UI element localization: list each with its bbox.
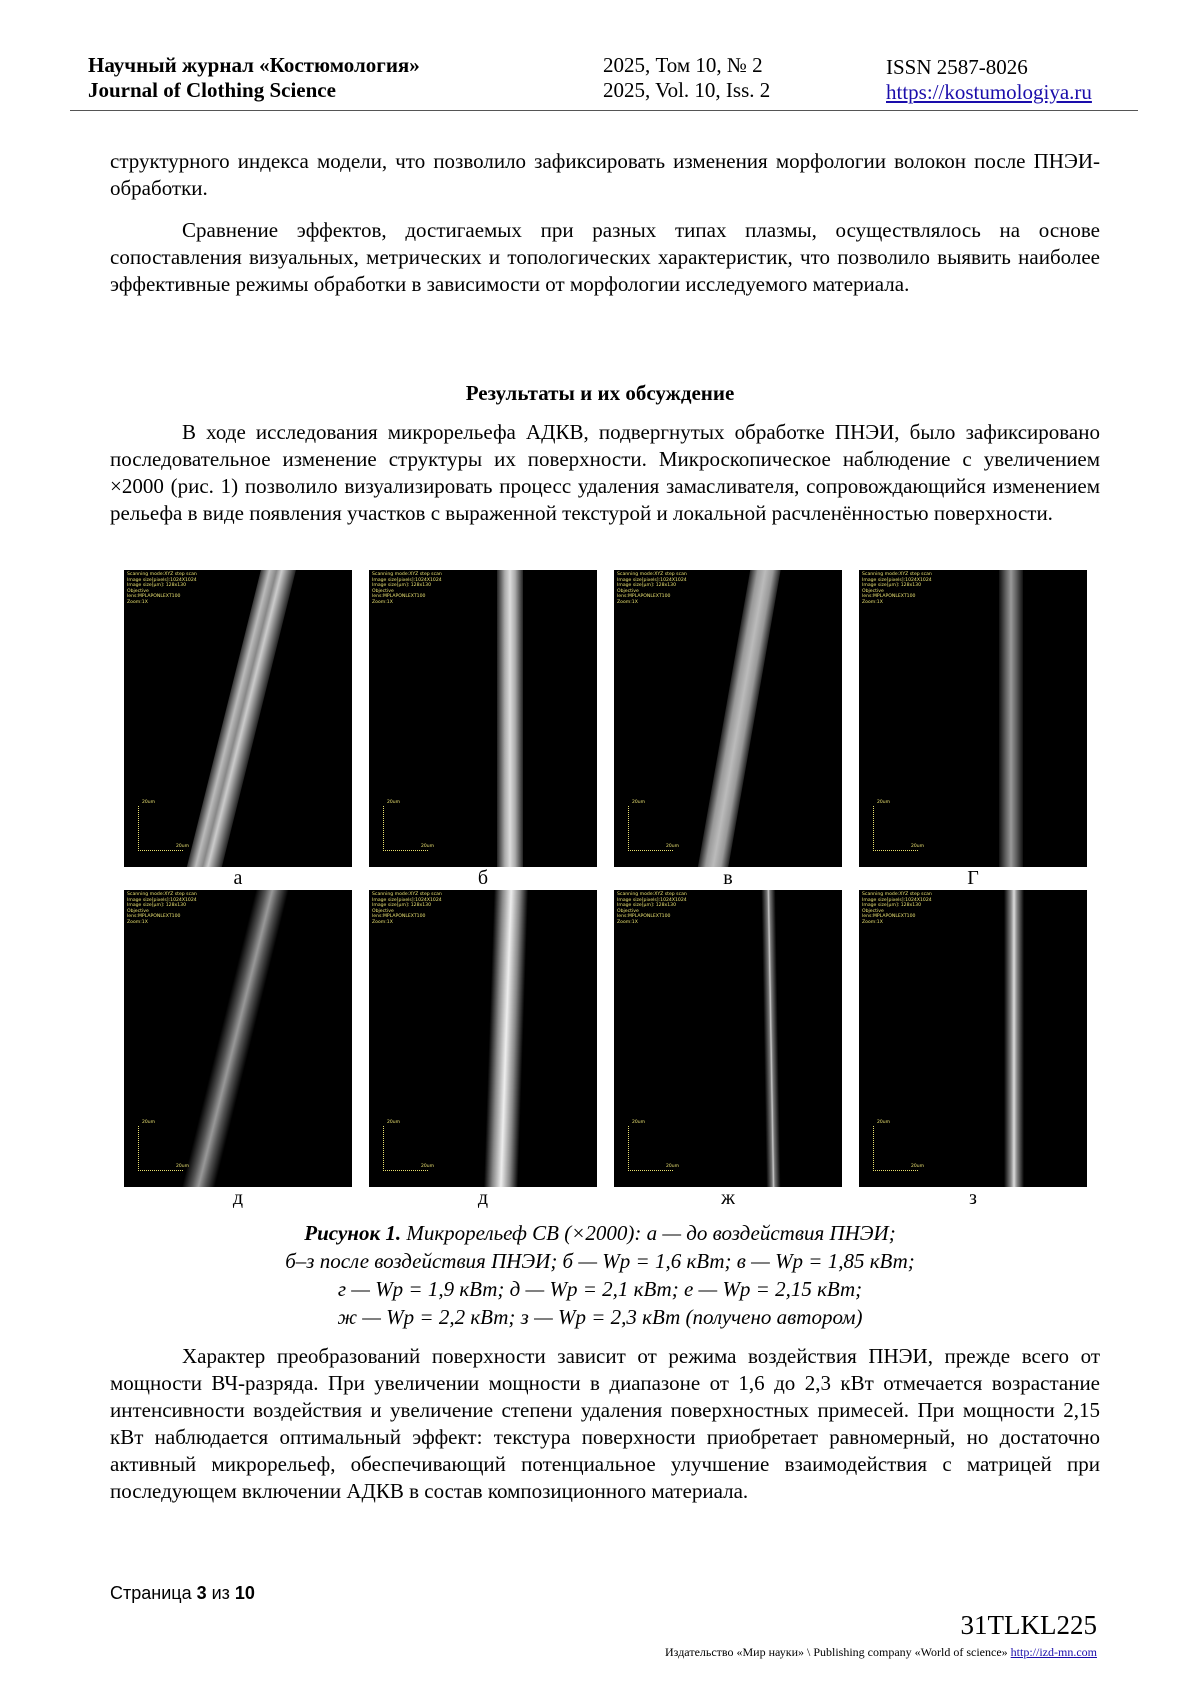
fiber-image bbox=[1004, 890, 1024, 1187]
scale-label-vertical: 20um bbox=[877, 1120, 890, 1125]
scan-metadata: Scanning mode:XYZ step scan Image size[pixels]:1024X1024 Image size[μm]: 128x130 Objective lens:MPLAPONLEXT100 Zoom:1X bbox=[372, 892, 442, 925]
micrograph-panel bbox=[369, 890, 597, 1187]
fiber-image bbox=[174, 890, 297, 1187]
paragraph-3: В ходе исследования микрорельефа АДКВ, подвергнутых обработке ПНЭИ, было зафиксировано последовательное изменение структуры их поверхности. Микроскопическое наблюдение с увеличением ×2000 (рис. 1) позволило визуализировать процесс удаления замасливателя, сопровождающийся изменением рельефа в виде появления участков с выраженной текстурой и локальной расчленённостью поверхности. bbox=[110, 420, 1100, 525]
page-mid: из bbox=[206, 1583, 235, 1603]
header-rule bbox=[70, 110, 1138, 111]
page-current: 3 bbox=[196, 1583, 207, 1603]
scale-label-vertical: 20um bbox=[142, 1120, 155, 1125]
scale-label-horizontal: 20um bbox=[911, 1164, 924, 1169]
page-number bbox=[110, 1583, 255, 1604]
caption-line-3: г — Wp = 1,9 кВт; д — Wp = 2,1 кВт; е — Wp = 2,15 кВт; bbox=[337, 1277, 863, 1301]
fiber-image bbox=[179, 570, 304, 867]
scan-metadata: Scanning mode:XYZ step scan Image size[pixels]:1024X1024 Image size[μm]: 128x130 Objective lens:MPLAPONLEXT100 Zoom:1X bbox=[617, 892, 687, 925]
panel-label: д bbox=[232, 1187, 244, 1209]
figure-1 bbox=[124, 570, 1102, 1210]
paragraph-1: структурного индекса модели, что позволило зафиксировать изменения морфологии волокон после ПНЭИ-обработки. bbox=[110, 149, 1100, 200]
scale-label-vertical: 20um bbox=[632, 800, 645, 805]
micrograph-panel bbox=[859, 570, 1087, 867]
scale-label-horizontal: 20um bbox=[666, 844, 679, 849]
journal-name-ru: Научный журнал «Костюмология» bbox=[88, 53, 420, 77]
journal-name-en: Journal of Clothing Science bbox=[88, 78, 336, 102]
scale-label-horizontal: 20um bbox=[666, 1164, 679, 1169]
panel-label: д bbox=[477, 1187, 489, 1209]
page-total: 10 bbox=[234, 1583, 255, 1603]
panel-label: а bbox=[233, 867, 243, 889]
paragraph-4: Характер преобразований поверхности зависит от режима воздействия ПНЭИ, прежде всего от мощности ВЧ-разряда. При увеличении мощности в диапазоне от 1,6 до 2,3 кВт отмечается возрастание интенсивности воздействия и увеличение степени удаления поверхностных примесей. При мощности 2,15 кВт наблюдается оптимальный эффект: текстура поверхности приобретает равномерный, но достаточно активный микрорельеф, обеспечивающий потенциальное улучшение взаимодействия с матрицей при последующем включении АДКВ в состав композиционного материала. bbox=[110, 1344, 1100, 1503]
caption-label: Рисунок 1. bbox=[304, 1221, 402, 1245]
panel-label: Г bbox=[967, 867, 979, 889]
paragraph-2: Сравнение эффектов, достигаемых при разных типах плазмы, осуществлялось на основе сопоставления визуальных, метрических и топологических характеристик, что позволило выявить наиболее эффективные режимы обработки в зависимости от морфологии исследуемого материала. bbox=[110, 218, 1100, 296]
micrograph-panel bbox=[124, 890, 352, 1187]
scale-label-horizontal: 20um bbox=[911, 844, 924, 849]
scale-label-vertical: 20um bbox=[632, 1120, 645, 1125]
scale-label-horizontal: 20um bbox=[421, 1164, 434, 1169]
journal-header bbox=[88, 52, 1128, 110]
micrograph-panel bbox=[859, 890, 1087, 1187]
panel-label: ж bbox=[721, 1187, 735, 1209]
panel-label: б bbox=[477, 867, 489, 889]
micrograph-panel bbox=[614, 570, 842, 867]
volume-en: 2025, Vol. 10, Iss. 2 bbox=[603, 78, 771, 102]
fiber-image bbox=[691, 570, 787, 867]
caption-line-2: б–з после воздействия ПНЭИ; б — Wp = 1,6 кВт; в — Wp = 1,85 кВт; bbox=[285, 1249, 915, 1273]
scan-metadata: Scanning mode:XYZ step scan Image size[pixels]:1024X1024 Image size[μm]: 128x130 Objective lens:MPLAPONLEXT100 Zoom:1X bbox=[862, 892, 932, 925]
micrograph-panel bbox=[369, 570, 597, 867]
article-code: 31TLKL225 bbox=[960, 1610, 1097, 1640]
scale-label-vertical: 20um bbox=[387, 1120, 400, 1125]
scale-label-horizontal: 20um bbox=[176, 844, 189, 849]
scale-label-horizontal: 20um bbox=[421, 844, 434, 849]
volume-ru: 2025, Том 10, № 2 bbox=[603, 53, 763, 77]
fiber-image bbox=[761, 890, 782, 1187]
scan-metadata: Scanning mode:XYZ step scan Image size[pixels]:1024X1024 Image size[μm]: 128x130 Objective lens:MPLAPONLEXT100 Zoom:1X bbox=[617, 572, 687, 605]
micrograph-panel bbox=[124, 570, 352, 867]
page-prefix: Страница bbox=[110, 1583, 197, 1603]
scan-metadata: Scanning mode:XYZ step scan Image size[pixels]:1024X1024 Image size[μm]: 128x130 Objective lens:MPLAPONLEXT100 Zoom:1X bbox=[862, 572, 932, 605]
panel-label: в bbox=[723, 867, 733, 889]
publisher-line bbox=[665, 1645, 1097, 1660]
section-heading: Результаты и их обсуждение bbox=[465, 381, 735, 405]
issn: ISSN 2587-8026 bbox=[886, 55, 1028, 79]
panel-label: з bbox=[969, 1187, 977, 1209]
scale-label-vertical: 20um bbox=[877, 800, 890, 805]
scale-label-horizontal: 20um bbox=[176, 1164, 189, 1169]
scan-metadata: Scanning mode:XYZ step scan Image size[pixels]:1024X1024 Image size[μm]: 128x130 Objective lens:MPLAPONLEXT100 Zoom:1X bbox=[127, 892, 197, 925]
scan-metadata: Scanning mode:XYZ step scan Image size[pixels]:1024X1024 Image size[μm]: 128x130 Objective lens:MPLAPONLEXT100 Zoom:1X bbox=[127, 572, 197, 605]
figure-caption bbox=[0, 1219, 1200, 1331]
caption-line-1: Микрорельеф СВ (×2000): а — до воздействия ПНЭИ; bbox=[401, 1221, 896, 1245]
publisher-link[interactable]: http://izd-mn.com bbox=[1010, 1645, 1097, 1659]
journal-url-link[interactable]: https://kostumologiya.ru bbox=[886, 80, 1092, 104]
micrograph-panel bbox=[614, 890, 842, 1187]
fiber-image bbox=[999, 570, 1023, 867]
fiber-image bbox=[497, 570, 523, 867]
fiber-image bbox=[482, 890, 529, 1187]
scale-label-vertical: 20um bbox=[387, 800, 400, 805]
scale-label-vertical: 20um bbox=[142, 800, 155, 805]
caption-line-4: ж — Wp = 2,2 кВт; з — Wp = 2,3 кВт (получено автором) bbox=[337, 1305, 863, 1329]
publisher-name: Издательство «Мир науки» \ Publishing company «World of science» bbox=[665, 1645, 1011, 1659]
scan-metadata: Scanning mode:XYZ step scan Image size[pixels]:1024X1024 Image size[μm]: 128x130 Objective lens:MPLAPONLEXT100 Zoom:1X bbox=[372, 572, 442, 605]
